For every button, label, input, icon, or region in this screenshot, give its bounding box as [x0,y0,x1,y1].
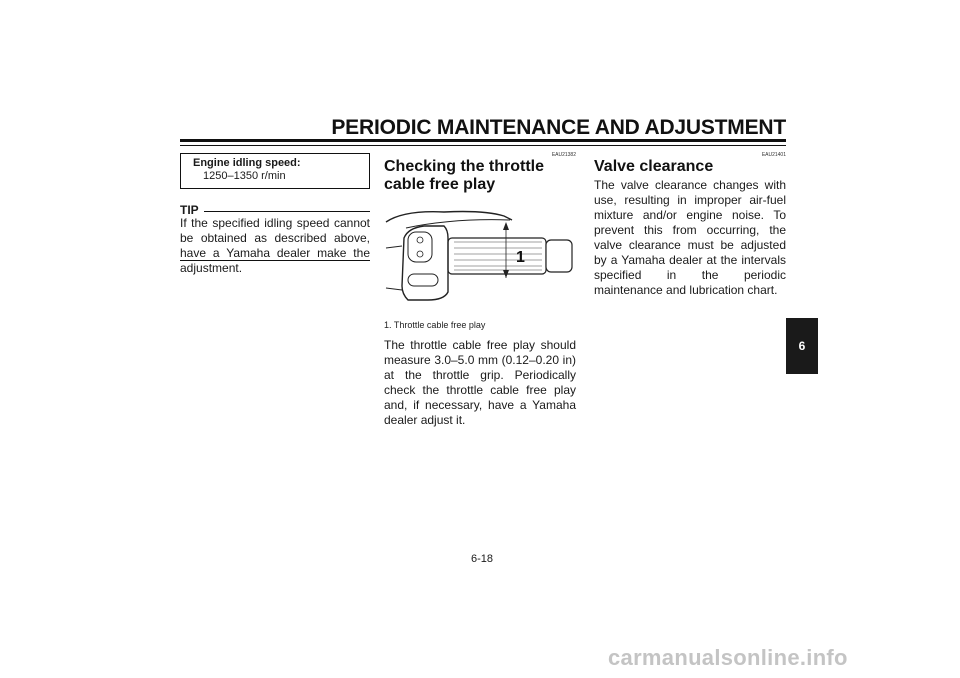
throttle-grip-illustration [384,208,580,310]
tip-rule [204,211,370,212]
page-header-title: PERIODIC MAINTENANCE AND ADJUSTMENT [331,116,786,139]
callout-1: 1 [516,249,525,266]
tip-label: TIP [180,203,199,217]
footer-watermark: carmanualsonline.info [608,645,848,670]
throttle-section-title: Checking the throttle cable free play [384,158,545,193]
spec-value: 1250–1350 r/min [203,170,286,182]
header-rule-thick [180,139,786,142]
tip-text: If the specified idling speed cannot be obtained as described above, have a Yamaha dealer make the adjustment. [180,216,370,275]
tip-bottom-rule [180,260,370,261]
valve-body-text: The valve clearance changes with use, resulting in improper air-fuel mixture and/or engine noise. To prevent this from occurring, the valve clearance must be adjusted by a Yamaha dealer at the intervals specified in the periodic maintenance and lubrication chart. [594,178,786,297]
valve-section-title: Valve clearance [594,158,714,175]
valve-ref-code: EAU21401 [761,152,786,158]
spec-label: Engine idling speed: [193,157,301,169]
chapter-tab: 6 [786,318,818,374]
throttle-ref-code: EAU21382 [551,152,576,158]
throttle-body-text: The throttle cable free play should measure 3.0–5.0 mm (0.12–0.20 in) at the throttle grip. Periodically check the throttle cable free play and, if necessary, have a Yamaha dealer adjust it. [384,338,576,427]
idle-speed-spec-box [180,153,370,189]
header-rule-thin [180,145,786,146]
page-number: 6-18 [470,553,494,565]
figure-caption: 1. Throttle cable free play [384,320,486,330]
